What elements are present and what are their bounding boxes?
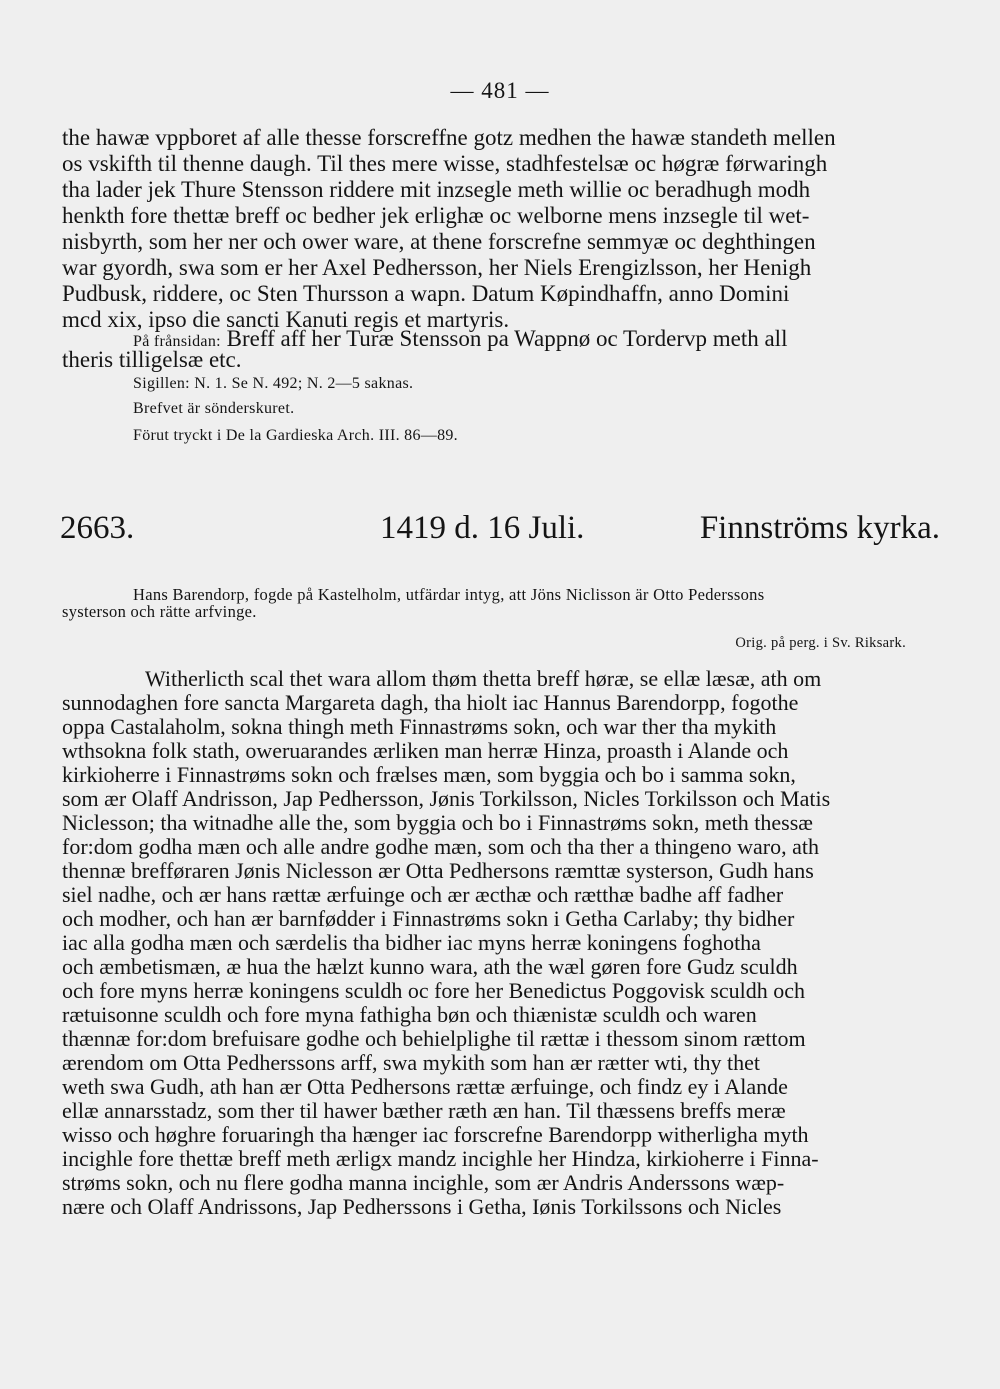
body-line: wthsokna folk stath, oweruarandes ærliken man herræ Hinza, proasth i Alande och	[62, 738, 789, 763]
text-line: henkth fore thettæ breff oc bedher jek erlighæ oc welborne mens inzsegle til wet-	[62, 203, 810, 228]
body-line: thennæ brefføraren Jønis Niclesson ær Otta Pedhersons ræmttæ systerson, Gudh hans	[62, 858, 814, 883]
page-number: — 481 —	[450, 78, 550, 103]
entry-place: Finnströms kyrka.	[699, 510, 940, 546]
body-line: siel nadhe, och ær hans rættæ ærfuinge och ær æcthæ och rætthæ badhe aff fadher	[62, 882, 784, 907]
note-line: Förut tryckt i De la Gardieska Arch. III. 86—89.	[133, 427, 458, 444]
body-line: iac alla godha mæn och særdelis tha bidher iac myns herræ koningens foghotha	[62, 930, 761, 955]
body-line: strøms sokn, och nu flere godha manna incighle, som ær Andris Anderssons wæp-	[62, 1170, 785, 1195]
reverse-note-line-2: theris tilligelsæ etc.	[62, 347, 242, 372]
source-note: Orig. på perg. i Sv. Riksark.	[735, 635, 906, 651]
body-line: thænnæ for:dom brefuisare godhe och behielplighe til rættæ i thessom sinom rættom	[62, 1026, 806, 1051]
reverse-note-text: Breff aff her Turæ Stensson pa Wappnø oc Tordervp meth all	[226, 326, 788, 351]
body-line: ellæ annarsstadz, som ther til hawer bæther ræth æn han. Til thæssens breffs meræ	[62, 1098, 786, 1123]
text-line: war gyordh, swa som er her Axel Pedhersson, her Niels Erengizlsson, her Henigh	[62, 255, 812, 280]
body-line: Niclesson; tha witnadhe alle the, som byggia och bo i Finnastrøms sokn, meth thessæ	[62, 810, 813, 835]
entry-date: 1419 d. 16 Juli.	[380, 510, 585, 546]
summary-line: Hans Barendorp, fogde på Kastelholm, utfärdar intyg, att Jöns Niclisson är Otto Pederssons	[133, 585, 765, 604]
body-line: rætuisonne sculdh och fore myna fathigha bøn och thiænistæ sculdh och waren	[62, 1002, 757, 1027]
text-line: mcd xix, ipso die sancti Kanuti regis et martyris.	[62, 307, 510, 332]
text-line: tha lader jek Thure Stensson riddere mit inzsegle meth willie oc beradhugh modh	[62, 177, 811, 202]
body-line: som ær Olaff Andrisson, Jap Pedhersson, Jønis Torkilsson, Nicles Torkilsson och Matis	[62, 786, 831, 811]
text-line: os vskifth til thenne daugh. Til thes mere wisse, stadhfestelsæ oc høgræ førwaringh	[62, 151, 828, 176]
body-line: weth swa Gudh, ath han ær Otta Pedhersons rættæ ærfuinge, och findz ey i Alande	[62, 1074, 788, 1099]
summary-line: systerson och rätte arfvinge.	[62, 602, 257, 621]
body-line: ærendom om Otta Pedherssons arff, swa mykith som han ær rætter wti, thy thet	[62, 1050, 761, 1075]
body-line: och modher, och han ær barnfødder i Finnastrøms sokn i Getha Carlaby; thy bidher	[62, 906, 795, 931]
body-line: incighle fore thettæ breff meth ærligx mandz incighle her Hindza, kirkioherre i Finna-	[62, 1146, 819, 1171]
entry-heading	[60, 510, 940, 552]
body-line: nære och Olaff Andrissons, Jap Pedherssons i Getha, Iønis Torkilssons och Nicles	[62, 1194, 782, 1219]
note-line: Brefvet är sönderskuret.	[133, 400, 295, 417]
text-line: nisbyrth, som her ner och ower ware, at thene forscrefne semmyæ oc deghthingen	[62, 229, 816, 254]
entry-number: 2663.	[60, 510, 135, 546]
body-line: kirkioherre i Finnastrøms sokn och frælses mæn, som byggia och bo i samma sokn,	[62, 762, 796, 787]
body-line: sunnodaghen fore sancta Margareta dagh, tha hiolt iac Hannus Barendorpp, fogothe	[62, 690, 799, 715]
text-line: the hawæ vppboret af alle thesse forscreffne gotz medhen the hawæ standeth mellen	[62, 125, 836, 150]
body-line: Witherlicth scal thet wara allom thøm thetta breff høræ, se ellæ læsæ, ath om	[145, 666, 822, 691]
reverse-note-label: På frånsidan:	[133, 333, 221, 350]
body-line: for:dom godha mæn och alle andre godhe mæn, som och tha ther a thingeno waro, ath	[62, 834, 819, 859]
body-line: wisso och høghre foruaringh tha hænger iac forscrefne Barendorpp witherligha myth	[62, 1122, 809, 1147]
body-line: oppa Castalaholm, sokna thingh meth Finnastrøms sokn, och war ther tha mykith	[62, 714, 777, 739]
text-line: Pudbusk, riddere, oc Sten Thursson a wapn. Datum Køpindhaffn, anno Domini	[62, 281, 790, 306]
body-line: och fore myns herræ koningens sculdh oc fore her Benedictus Poggovisk sculdh och	[62, 978, 805, 1003]
body-line: och æmbetismæn, æ hua the hælzt kunno wara, ath the wæl gøren fore Gudz sculdh	[62, 954, 798, 979]
note-line: Sigillen: N. 1. Se N. 492; N. 2—5 saknas.	[133, 375, 414, 392]
